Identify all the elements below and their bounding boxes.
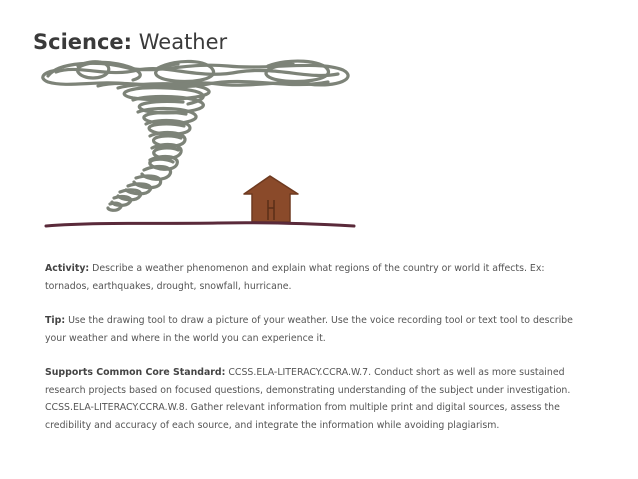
house-icon	[244, 176, 298, 222]
page-title	[33, 30, 227, 54]
topic-name: Weather	[138, 30, 228, 54]
tornado-and-house-drawing	[38, 58, 360, 238]
activity-text: Describe a weather phenomenon and explain what regions of the country or world it affects. Ex: tornados, earthquakes, drought, snowfall, hurricane.	[45, 263, 545, 292]
tip-label: Tip:	[45, 315, 66, 326]
tip-paragraph	[45, 312, 590, 347]
subject-label: Science:	[33, 30, 133, 54]
activity-label: Activity:	[45, 263, 90, 274]
tornado-icon	[43, 61, 348, 210]
standard-paragraph	[45, 364, 590, 434]
activity-paragraph	[45, 260, 590, 295]
ground-line	[46, 223, 354, 226]
tip-text: Use the drawing tool to draw a picture of your weather. Use the voice recording tool or text tool to describe your weather and where in the world you can experience it.	[45, 315, 573, 344]
standard-text: CCSS.ELA-LITERACY.CCRA.W.7. Conduct short as well as more sustained research projects based on focused questions, demonstrating understanding of the subject under investigation. CCSS.ELA-LITERACY.CCRA.W.8. Gather relevant information from multiple print and digital sources, assess the credibility and accuracy of each source, and integrate the information while avoiding plagiarism.	[45, 367, 571, 431]
standard-label: Supports Common Core Standard:	[45, 367, 226, 378]
instructions	[45, 260, 590, 451]
